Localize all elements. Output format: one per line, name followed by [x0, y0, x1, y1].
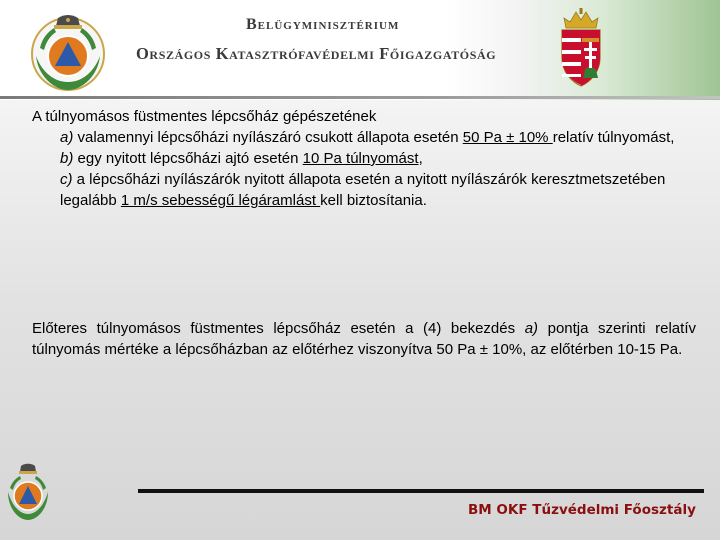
item-a-value: 50 Pa ± 10%	[462, 129, 553, 146]
main-paragraph	[32, 106, 696, 211]
paragraph-heading: A túlnyomásos füstmentes lépcsőház gépészetének	[32, 108, 377, 125]
second-paragraph	[32, 318, 696, 360]
header-divider	[0, 96, 720, 99]
item-b-value: 10 Pa túlnyomást	[302, 150, 419, 167]
item-c-text-end: kell biztosítania.	[320, 192, 427, 209]
directorate-title: Országos Katasztrófavédelmi Főigazgatóság	[136, 44, 497, 63]
header	[0, 0, 720, 100]
item-a-label: a)	[60, 129, 74, 146]
item-c-label: c)	[60, 171, 73, 188]
fire-service-emblem-icon	[4, 462, 52, 524]
footer-department: BM OKF Tűzvédelmi Főosztály	[468, 502, 696, 518]
item-b-text-end: ,	[418, 150, 423, 167]
second-paragraph-text-end: pontja szerinti relatív túlnyomás mértéke a lépcsőházban az előtérhez viszonyítva 50 Pa ± 10%, az előtérben 10-15 Pa.	[32, 320, 696, 358]
item-c-value: 1 m/s sebességű légáramlást	[120, 192, 321, 209]
hungarian-coat-of-arms-icon	[556, 8, 606, 90]
item-a-text: valamennyi lépcsőházi nyílászáró csukott állapota esetén	[73, 129, 463, 146]
footer-divider	[138, 489, 704, 493]
item-c-text: a lépcsőházi nyílászárók nyitott állapota esetén a nyitott nyílászárók keresztmetszetében legalább	[60, 171, 666, 209]
item-a-text-end: relatív túlnyomást,	[552, 129, 675, 146]
item-b	[32, 148, 696, 169]
ministry-title: Belügyminisztérium	[246, 16, 400, 33]
second-paragraph-text: Előteres túlnyomásos füstmentes lépcsőház esetén a (4) bekezdés	[32, 320, 525, 337]
second-paragraph-label: a)	[524, 320, 539, 337]
item-a	[32, 127, 696, 148]
item-b-text: egy nyitott lépcsőházi ajtó esetén	[73, 150, 303, 167]
item-c	[32, 169, 696, 211]
fire-service-emblem-icon	[26, 10, 110, 94]
item-b-label: b)	[60, 150, 74, 167]
